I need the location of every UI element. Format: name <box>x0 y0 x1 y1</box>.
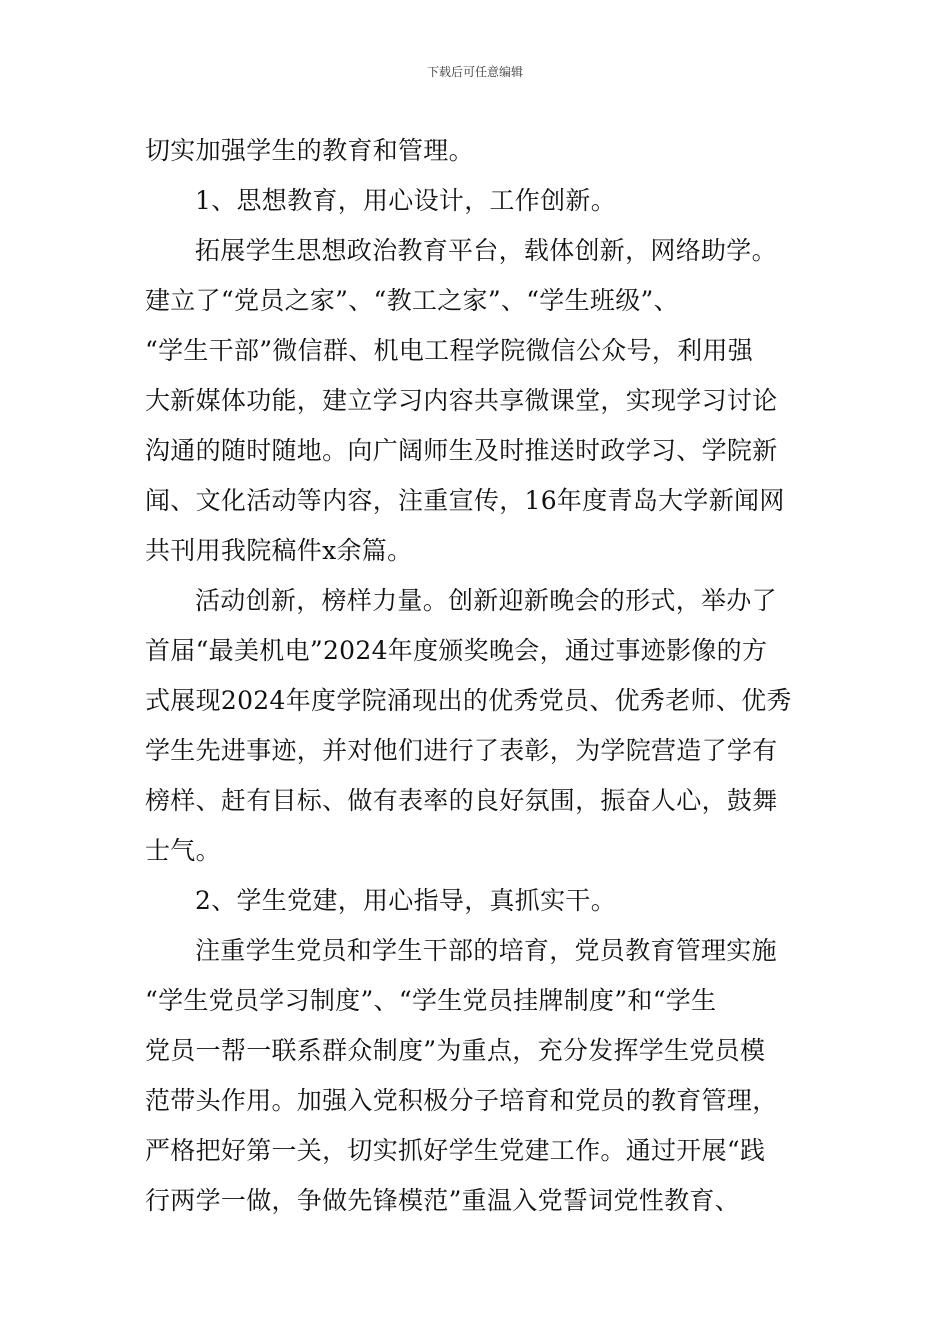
text-line: “学生干部”微信群、机电工程学院微信公众号，利用强 <box>145 336 754 365</box>
text-line: 闻、文化活动等内容，注重宣传，16年度青岛大学新闻网 <box>145 486 785 515</box>
text-line: 共刊用我院稿件x余篇。 <box>145 536 413 565</box>
section-heading: 1、思想教育，用心设计，工作创新。 <box>195 186 617 215</box>
text-line: 士气。 <box>145 836 221 865</box>
text-line: 行两学一做，争做先锋模范”重温入党誓词党性教育、 <box>145 1186 740 1215</box>
text-line: 大新媒体功能，建立学习内容共享微课堂，实现学习讨论 <box>145 386 778 415</box>
paragraph-first-line: 拓展学生思想政治教育平台，载体创新，网络助学。 <box>195 236 777 265</box>
text-line: 榜样、赶有目标、做有表率的良好氛围，振奋人心，鼓舞 <box>145 786 778 815</box>
text-line: 首届“最美机电”2024年度颁奖晚会，通过事迹影像的方 <box>145 636 768 665</box>
text-line: 党员一帮一联系群众制度”为重点，充分发挥学生党员模 <box>145 1036 766 1065</box>
page-header: 下载后可任意编辑 <box>426 65 523 79</box>
text-line: 建立了“党员之家”、“教工之家”、“学生班级”、 <box>145 286 679 315</box>
text-line: “学生党员学习制度”、“学生党员挂牌制度”和“学生 <box>145 986 717 1015</box>
text-line: 严格把好第一关，切实抓好学生党建工作。通过开展“践 <box>145 1136 766 1165</box>
document-body <box>145 126 810 1226</box>
section-heading: 2、学生党建，用心指导，真抓实干。 <box>195 886 617 915</box>
text-line: 式展现2024年度学院涌现出的优秀党员、优秀老师、优秀 <box>145 686 792 715</box>
text-line: 学生先进事迹，并对他们进行了表彰，为学院营造了学有 <box>145 736 778 765</box>
paragraph-first-line: 活动创新，榜样力量。创新迎新晚会的形式，举办了 <box>195 586 777 615</box>
paragraph-first-line: 注重学生党员和学生干部的培育，党员教育管理实施 <box>195 936 777 965</box>
text-line: 切实加强学生的教育和管理。 <box>145 136 474 165</box>
text-line: 范带头作用。加强入党积极分子培育和党员的教育管理， <box>145 1086 778 1115</box>
text-line: 沟通的随时随地。向广阔师生及时推送时政学习、学院新 <box>145 436 778 465</box>
